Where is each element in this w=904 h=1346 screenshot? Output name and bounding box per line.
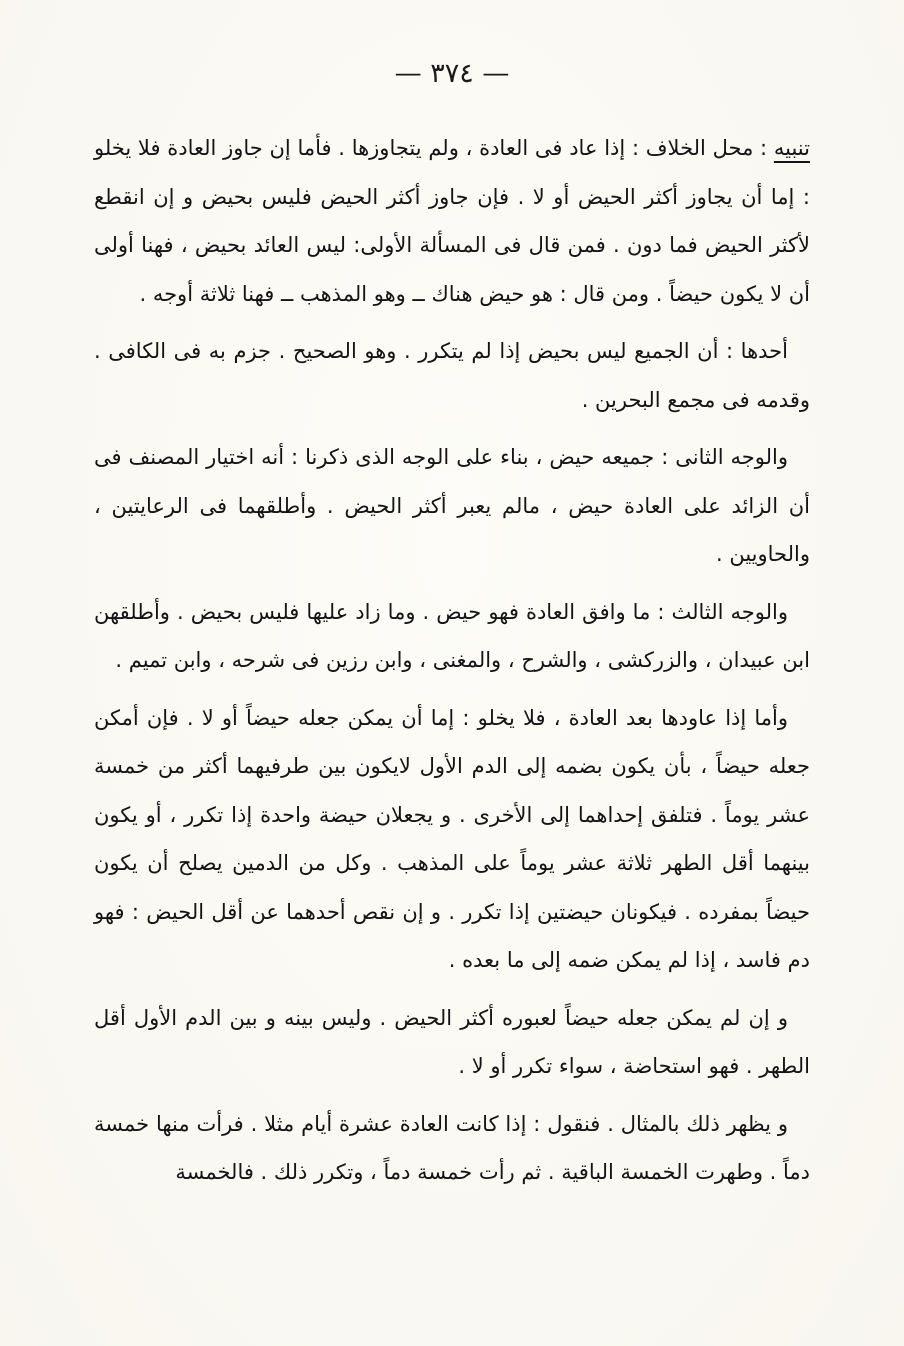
paragraph-text: : محل الخلاف : إذا عاد فى العادة ، ولم يتجاوزها . فأما إن جاوز العادة فلا يخلو : إما أن يجاوز أكثر الحيض أو لا . فإن جاوز أكثر الحيض فليس بحيض و إن انقطع لأكثر الحيض فما دون . فمن قال فى المسألة الأولى: ليس العائد بحيض ، فهنا أولى أن لا يكون حيضاً . ومن قال : هو حيض هناك ــ وهو المذهب ــ فهنا ثلاثة أوجه . bbox=[94, 136, 810, 306]
page-number: — ٣٧٤ — bbox=[394, 58, 510, 89]
paragraph-note bbox=[94, 124, 810, 318]
paragraph-first-view: أحدها : أن الجميع ليس بحيض إذا لم يتكرر . وهو الصحيح . جزم به فى الكافى . وقدمه فى مجمع البحرين . bbox=[94, 339, 810, 412]
paragraph-third-view: والوجه الثالث : ما وافق العادة فهو حيض . وما زاد عليها فليس بحيض . وأطلقهن ابن عبيدان ، والزركشى ، والشرح ، والمغنى ، وابن رزين فى شرحه ، وابن تميم . bbox=[94, 599, 810, 672]
paragraph-istihada: و إن لم يمكن جعله حيضاً لعبوره أكثر الحيض . وليس بينه و بين الدم الأول أقل الطهر . فهو استحاضة ، سواء تكرر أو لا . bbox=[94, 1005, 810, 1078]
paragraph-return-after-habit: وأما إذا عاودها بعد العادة ، فلا يخلو : إما أن يمكن جعله حيضاً أو لا . فإن أمكن جعله حيضاً ، بأن يكون بضمه إلى الدم الأول لايكون بين طرفيهما أكثر من خمسة عشر يوماً . فتلفق إحداهما إلى الأخرى . و يجعلان حيضة واحدة إذا تكرر ، أو يكون بينهما أقل الطهر ثلاثة عشر يوماً على المذهب . وكل من الدمين يصلح أن يكون حيضاً بمفرده . فيكونان حيضتين إذا تكرر . و إن نقص أحدهما عن أقل الحيض : فهو دم فاسد ، إذا لم يمكن ضمه إلى ما بعده . bbox=[94, 705, 810, 972]
page-body-text bbox=[94, 124, 810, 1206]
paragraph-second-view: والوجه الثانى : جميعه حيض ، بناء على الوجه الذى ذكرنا : أنه اختيار المصنف فى أن الزائد على العادة حيض ، مالم يعبر أكثر الحيض . وأطلقهما فى الرعايتين ، والحاويين . bbox=[94, 445, 810, 566]
paragraph-example: و يظهر ذلك بالمثال . فنقول : إذا كانت العادة عشرة أيام مثلا . فرأت منها خمسة دماً . وطهرت الخمسة الباقية . ثم رأت خمسة دماً ، وتكرر ذلك . فالخمسة bbox=[94, 1111, 810, 1184]
note-label: تنبيه bbox=[773, 136, 810, 160]
